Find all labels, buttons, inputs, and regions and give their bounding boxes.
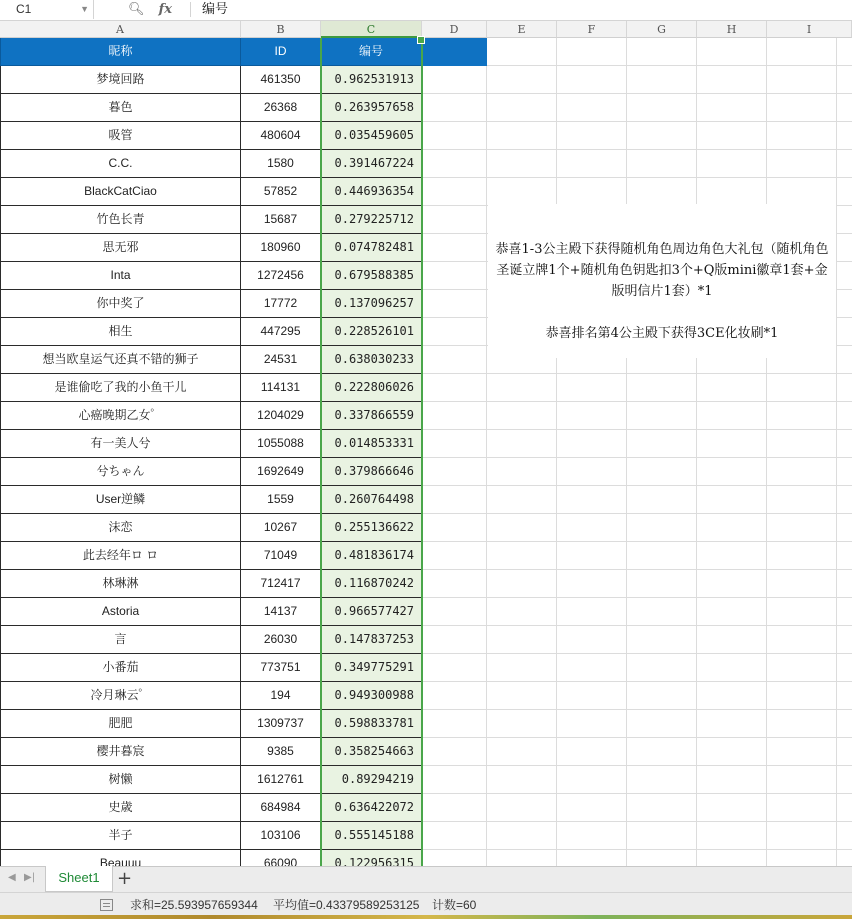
cell-number[interactable]: 0.349775291	[321, 654, 422, 682]
cell-id[interactable]: 1309737	[241, 710, 321, 738]
cell-nickname[interactable]: 林琳淋	[0, 570, 241, 598]
status-bar	[0, 892, 852, 919]
cell-id[interactable]: 1612761	[241, 766, 321, 794]
table-row	[0, 850, 487, 866]
cell-nickname[interactable]: 树懒	[0, 766, 241, 794]
status-average: 平均值=0.43379589253125	[273, 898, 420, 912]
cell-id[interactable]: 114131	[241, 374, 321, 402]
prize-line-2: 恭喜排名第4公主殿下获得3CE化妆刷*1	[545, 326, 779, 341]
cell-empty[interactable]	[422, 822, 487, 850]
table-row	[0, 206, 487, 234]
table-row	[0, 346, 487, 374]
cell-number[interactable]: 0.014853331	[321, 430, 422, 458]
column-header-b[interactable]: B	[241, 21, 321, 38]
taskbar-strip	[0, 915, 852, 919]
cell-empty[interactable]	[422, 150, 487, 178]
column-header-a[interactable]: A	[0, 21, 241, 38]
cell-empty[interactable]	[422, 542, 487, 570]
cell-id[interactable]: 26368	[241, 94, 321, 122]
cell-empty[interactable]	[422, 318, 487, 346]
cell-empty[interactable]	[422, 290, 487, 318]
cell-number[interactable]: 0.679588385	[321, 262, 422, 290]
cell-nickname[interactable]: C.C.	[0, 150, 241, 178]
cell-id[interactable]: 712417	[241, 570, 321, 598]
table-row	[0, 66, 487, 94]
cell-nickname[interactable]: 吸管	[0, 122, 241, 150]
cell-id[interactable]: 773751	[241, 654, 321, 682]
prize-announcement[interactable]	[488, 204, 836, 358]
cell-empty[interactable]	[422, 374, 487, 402]
sheet-grid[interactable]	[0, 38, 852, 866]
cell-empty[interactable]	[422, 66, 487, 94]
column-header-e[interactable]: E	[487, 21, 557, 38]
table-row	[0, 794, 487, 822]
table-row	[0, 458, 487, 486]
cell-empty[interactable]	[422, 402, 487, 430]
table-row	[0, 262, 487, 290]
cell-empty[interactable]	[422, 122, 487, 150]
cell-number[interactable]: 0.481836174	[321, 542, 422, 570]
cell-nickname[interactable]: 冷月琳云゜	[0, 682, 241, 710]
table-row	[0, 486, 487, 514]
divider	[190, 2, 191, 17]
table-row	[0, 150, 487, 178]
cell-id[interactable]: 1580	[241, 150, 321, 178]
cell-number[interactable]: 0.379866646	[321, 458, 422, 486]
table-row	[0, 234, 487, 262]
table-row	[0, 514, 487, 542]
last-sheet-icon[interactable]: ▶|	[24, 872, 36, 883]
cell-id[interactable]: 71049	[241, 542, 321, 570]
cell-nickname[interactable]: 言	[0, 626, 241, 654]
table-row	[0, 430, 487, 458]
column-header-h[interactable]: H	[697, 21, 767, 38]
cell-id[interactable]: 17772	[241, 290, 321, 318]
prev-sheet-icon[interactable]: ◀	[8, 872, 16, 883]
cell-nickname[interactable]: 樱井暮宸	[0, 738, 241, 766]
cell-id[interactable]: 1272456	[241, 262, 321, 290]
cell-nickname[interactable]: Beauuu	[0, 850, 241, 866]
calculator-icon[interactable]	[100, 899, 113, 911]
sheet-tab-sheet1[interactable]: Sheet1	[45, 866, 113, 892]
cell-empty[interactable]	[422, 262, 487, 290]
cell-id[interactable]: 180960	[241, 234, 321, 262]
cell-empty[interactable]	[422, 794, 487, 822]
cell-id[interactable]: 103106	[241, 822, 321, 850]
cell-id[interactable]: 447295	[241, 318, 321, 346]
table-row	[0, 374, 487, 402]
cell-id[interactable]: 461350	[241, 66, 321, 94]
column-header-i[interactable]: I	[767, 21, 852, 38]
cell-d1[interactable]	[422, 38, 487, 66]
column-header-c[interactable]: C	[321, 21, 422, 38]
column-header-d[interactable]: D	[422, 21, 487, 38]
cell-number[interactable]: 0.89294219	[321, 766, 422, 794]
table-row	[0, 94, 487, 122]
table-row	[0, 766, 487, 794]
cell-number[interactable]: 0.260764498	[321, 486, 422, 514]
cell-empty[interactable]	[422, 178, 487, 206]
cell-empty[interactable]	[422, 206, 487, 234]
table-row	[0, 122, 487, 150]
cell-empty[interactable]	[422, 346, 487, 374]
cell-nickname[interactable]: 暮色	[0, 94, 241, 122]
cell-number[interactable]: 0.555145188	[321, 822, 422, 850]
cell-nickname[interactable]: 此去经年ロ ロ	[0, 542, 241, 570]
add-sheet-button[interactable]: +	[117, 868, 133, 889]
cell-number[interactable]: 0.446936354	[321, 178, 422, 206]
table-header-row	[0, 38, 487, 66]
cell-nickname[interactable]: 心癌晚期乙女゜	[0, 402, 241, 430]
cell-id[interactable]: 684984	[241, 794, 321, 822]
cell-id[interactable]: 1692649	[241, 458, 321, 486]
cell-id[interactable]: 15687	[241, 206, 321, 234]
sheet-tab-bar	[0, 866, 852, 893]
header-cell-id[interactable]: ID	[241, 38, 321, 66]
table-row	[0, 822, 487, 850]
prize-line-1: 恭喜1-3公主殿下获得随机角色周边角色大礼包（随机角色圣诞立牌1个+随机角色钥匙扣3个+Q版mini徽章1套+金版明信片1套）*1	[495, 242, 829, 299]
cell-number[interactable]: 0.116870242	[321, 570, 422, 598]
cell-id[interactable]: 194	[241, 682, 321, 710]
cell-nickname[interactable]: 你中奖了	[0, 290, 241, 318]
cell-number[interactable]: 0.147837253	[321, 626, 422, 654]
cell-empty[interactable]	[422, 710, 487, 738]
fill-handle[interactable]	[417, 36, 425, 44]
cell-id[interactable]: 24531	[241, 346, 321, 374]
cell-empty[interactable]	[422, 570, 487, 598]
cell-empty[interactable]	[422, 514, 487, 542]
name-box-value: C1	[16, 2, 32, 16]
cell-number[interactable]: 0.222806026	[321, 374, 422, 402]
cell-empty[interactable]	[422, 430, 487, 458]
cell-nickname[interactable]: User逆鳞	[0, 486, 241, 514]
table-row	[0, 682, 487, 710]
cell-nickname[interactable]: 半子	[0, 822, 241, 850]
table-row	[0, 402, 487, 430]
cell-number[interactable]: 0.358254663	[321, 738, 422, 766]
cell-nickname[interactable]: 兮ちゃん	[0, 458, 241, 486]
cell-number[interactable]: 0.122956315	[321, 850, 422, 866]
header-cell-number[interactable]: 编号	[321, 38, 422, 66]
column-header-f[interactable]: F	[557, 21, 627, 38]
cell-empty[interactable]	[422, 234, 487, 262]
cell-nickname[interactable]: 竹色长青	[0, 206, 241, 234]
table-row	[0, 542, 487, 570]
status-count: 计数=60	[432, 898, 477, 912]
zoom-search-icon[interactable]: 🔍︎	[128, 2, 145, 17]
cell-empty[interactable]	[422, 682, 487, 710]
cell-id[interactable]: 1559	[241, 486, 321, 514]
cell-number[interactable]: 0.598833781	[321, 710, 422, 738]
cell-empty[interactable]	[422, 94, 487, 122]
fx-icon[interactable]: fx	[158, 2, 172, 17]
cell-nickname[interactable]: 是谁偷吃了我的小鱼干儿	[0, 374, 241, 402]
cell-nickname[interactable]: Inta	[0, 262, 241, 290]
header-cell-nickname[interactable]: 昵称	[0, 38, 241, 66]
table-row	[0, 710, 487, 738]
cell-id[interactable]: 10267	[241, 514, 321, 542]
cell-number[interactable]: 0.949300988	[321, 682, 422, 710]
table-row	[0, 290, 487, 318]
cell-nickname[interactable]: 相生	[0, 318, 241, 346]
table-row	[0, 570, 487, 598]
cell-nickname[interactable]: 沫恋	[0, 514, 241, 542]
cell-id[interactable]: 66090	[241, 850, 321, 866]
name-box[interactable]	[0, 0, 94, 19]
cell-empty[interactable]	[422, 654, 487, 682]
cell-nickname[interactable]: 有一美人兮	[0, 430, 241, 458]
cell-nickname[interactable]: 肥肥	[0, 710, 241, 738]
cell-nickname[interactable]: 想当欧皇运气还真不错的狮子	[0, 346, 241, 374]
table-row	[0, 318, 487, 346]
cell-number[interactable]: 0.966577427	[321, 598, 422, 626]
cell-nickname[interactable]: BlackCatCiao	[0, 178, 241, 206]
cell-nickname[interactable]: Astoria	[0, 598, 241, 626]
cell-id[interactable]: 26030	[241, 626, 321, 654]
cell-id[interactable]: 57852	[241, 178, 321, 206]
cell-number[interactable]: 0.636422072	[321, 794, 422, 822]
status-sum: 求和=25.593957659344	[130, 898, 258, 912]
cell-empty[interactable]	[422, 486, 487, 514]
cell-number[interactable]: 0.962531913	[321, 66, 422, 94]
column-header-g[interactable]: G	[627, 21, 697, 38]
cell-number[interactable]: 0.391467224	[321, 150, 422, 178]
table-row	[0, 738, 487, 766]
cell-nickname[interactable]: 思无邪	[0, 234, 241, 262]
cell-number[interactable]: 0.279225712	[321, 206, 422, 234]
cell-id[interactable]: 480604	[241, 122, 321, 150]
cell-nickname[interactable]: 史歳	[0, 794, 241, 822]
cell-empty[interactable]	[422, 850, 487, 866]
cell-number[interactable]: 0.137096257	[321, 290, 422, 318]
cell-empty[interactable]	[422, 458, 487, 486]
cell-number[interactable]: 0.263957658	[321, 94, 422, 122]
formula-input[interactable]: 编号	[202, 2, 229, 17]
cell-number[interactable]: 0.035459605	[321, 122, 422, 150]
formula-icons	[128, 0, 182, 19]
cell-number[interactable]: 0.074782481	[321, 234, 422, 262]
table-row	[0, 654, 487, 682]
table-row	[0, 626, 487, 654]
cell-id[interactable]: 14137	[241, 598, 321, 626]
cell-empty[interactable]	[422, 598, 487, 626]
cell-nickname[interactable]: 小番茄	[0, 654, 241, 682]
table-row	[0, 178, 487, 206]
cell-empty[interactable]	[422, 626, 487, 654]
cell-id[interactable]: 1204029	[241, 402, 321, 430]
cell-number[interactable]: 0.638030233	[321, 346, 422, 374]
cell-id[interactable]: 1055088	[241, 430, 321, 458]
cell-number[interactable]: 0.255136622	[321, 514, 422, 542]
formula-bar	[0, 0, 852, 21]
cell-nickname[interactable]: 梦境回路	[0, 66, 241, 94]
chevron-down-icon[interactable]: ▼	[80, 4, 89, 14]
cell-id[interactable]: 9385	[241, 738, 321, 766]
cell-number[interactable]: 0.337866559	[321, 402, 422, 430]
cell-number[interactable]: 0.228526101	[321, 318, 422, 346]
table-row	[0, 598, 487, 626]
cell-empty[interactable]	[422, 766, 487, 794]
cell-empty[interactable]	[422, 738, 487, 766]
